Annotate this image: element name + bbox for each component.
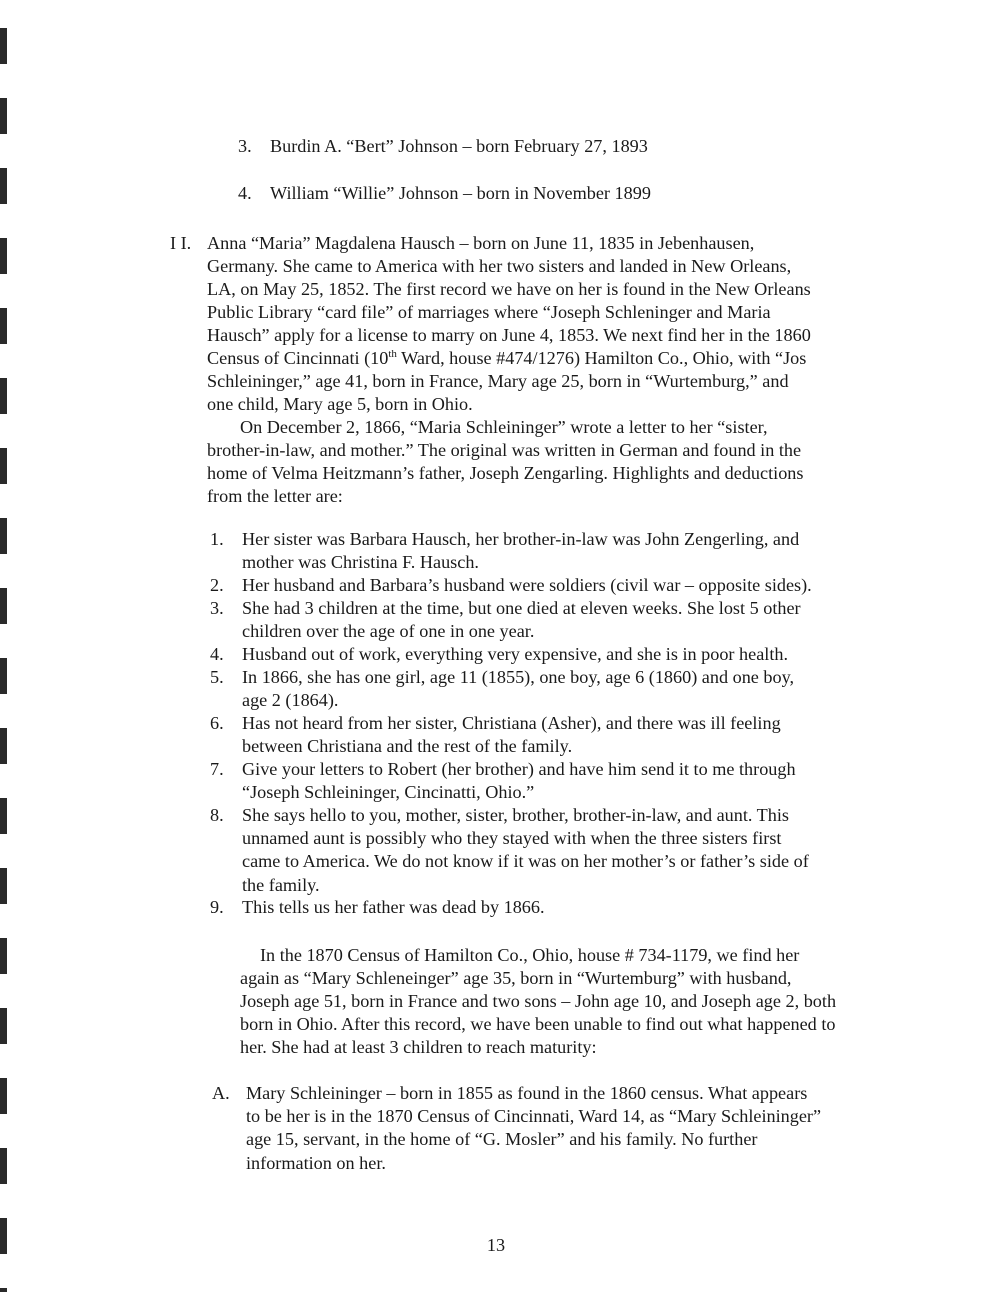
point-text: Has not heard from her sister, Christiana (Asher), and there was ill feeling between Christiana and the rest of the family. — [242, 713, 781, 757]
list-item-text: Burdin A. “Bert” Johnson – born February 27, 1893 — [270, 136, 648, 156]
paragraph-line: Joseph age 51, born in France and two sons – John age 10, and Joseph age 2, both — [240, 991, 837, 1011]
point-text: This tells us her father was dead by 1866. — [242, 897, 545, 917]
point-text: She says hello to you, mother, sister, brother, brother-in-law, and aunt. This unnamed aunt is possibly who they stayed with when the three sisters first came to America. We do not know if it was on her mother’s or father’s side of the family. — [242, 805, 809, 895]
point-number: 6. — [210, 713, 224, 733]
letter-intro-line: On December 2, 1866, “Maria Schleininger” wrote a letter to her “sister, — [240, 417, 768, 437]
section-numeral: I I. — [170, 233, 192, 253]
list-number: 3. — [238, 136, 252, 156]
point-number: 4. — [210, 644, 224, 664]
census-1860-line — [207, 347, 806, 370]
paragraph-line: In the 1870 Census of Hamilton Co., Ohio, house # 734-1179, we find her — [260, 945, 800, 965]
section-line: Anna “Maria” Magdalena Hausch – born on June 11, 1835 in Jebenhausen, — [207, 233, 755, 253]
paragraph-line: born in Ohio. After this record, we have been unable to find out what happened to — [240, 1014, 836, 1034]
point-number: 1. — [210, 529, 224, 549]
letter-intro-line: from the letter are: — [207, 486, 343, 506]
point-number: 5. — [210, 667, 224, 687]
scan-binding-edge — [0, 0, 7, 1292]
point-text: Her sister was Barbara Hausch, her brother-in-law was John Zengerling, and mother was Christina F. Hausch. — [242, 529, 800, 573]
point-number: 2. — [210, 575, 224, 595]
letter-intro-line: home of Velma Heitzmann’s father, Joseph Zengarling. Highlights and deductions — [207, 463, 804, 483]
point-number: 7. — [210, 759, 224, 779]
letter-intro-line: brother-in-law, and mother.” The original was written in German and found in the — [207, 440, 802, 460]
point-number: 9. — [210, 897, 224, 917]
ordinal-suffix: th — [388, 347, 397, 360]
point-text: She had 3 children at the time, but one died at eleven weeks. She lost 5 other children over the age of one in one year. — [242, 598, 801, 642]
point-text: Give your letters to Robert (her brother) and have him send it to me through “Joseph Schleininger, Cincinatti, Ohio.” — [242, 759, 796, 803]
page-number: 13 — [486, 1235, 506, 1255]
list-item-text: William “Willie” Johnson – born in November 1899 — [270, 183, 651, 203]
child-text: Mary Schleininger – born in 1855 as found in the 1860 census. What appears to be her is in the 1870 Census of Cincinnati, Ward 14, as “Mary Schleininger” age 15, servant, in the home of “G. Mosler” and his family. No further information on her. — [246, 1083, 822, 1173]
point-text: Husband out of work, everything very expensive, and she is in poor health. — [242, 644, 789, 664]
section-line: Germany. She came to America with her two sisters and landed in New Orleans, — [207, 256, 792, 276]
point-number: 8. — [210, 805, 224, 825]
section-line: Public Library “card file” of marriages where “Joseph Schleninger and Maria — [207, 302, 771, 322]
point-text: In 1866, she has one girl, age 11 (1855), one boy, age 6 (1860) and one boy, age 2 (1864). — [242, 667, 795, 711]
census-1860-text-a: Census of Cincinnati (10 — [207, 348, 389, 368]
point-text: Her husband and Barbara’s husband were soldiers (civil war – opposite sides). — [242, 575, 812, 595]
section-line: Hausch” apply for a license to marry on June 4, 1853. We next find her in the 1860 — [207, 325, 811, 345]
paragraph-line: her. She had at least 3 children to reach maturity: — [240, 1037, 597, 1057]
paragraph-line: again as “Mary Schleneinger” age 35, born in “Wurtemburg” with husband, — [240, 968, 792, 988]
section-line: Schleininger,” age 41, born in France, Mary age 25, born in “Wurtemburg,” and — [207, 371, 789, 391]
section-line: one child, Mary age 5, born in Ohio. — [207, 394, 473, 414]
child-label: A. — [212, 1083, 230, 1103]
list-number: 4. — [238, 183, 252, 203]
point-number: 3. — [210, 598, 224, 618]
census-1860-text-b: Ward, house #474/1276) Hamilton Co., Ohio, with “Jos — [396, 348, 807, 368]
section-line: LA, on May 25, 1852. The first record we have on her is found in the New Orleans — [207, 279, 811, 299]
